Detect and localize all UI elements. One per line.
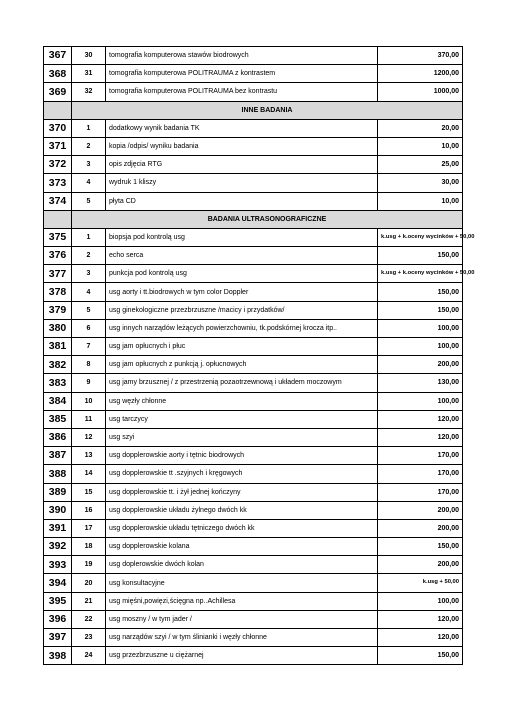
section-header-row (44, 210, 463, 228)
service-name: usg doplerowskie dwóch kolan (106, 556, 378, 574)
row-number: 385 (44, 410, 72, 428)
service-name: wydruk 1 kliszy (106, 174, 378, 192)
service-price: 1000,00 (378, 83, 463, 101)
row-number: 390 (44, 501, 72, 519)
table-row (44, 647, 463, 665)
item-number: 14 (72, 465, 106, 483)
table-row (44, 174, 463, 192)
section-header-spacer (44, 210, 72, 228)
service-name: usg konsultacyjne (106, 574, 378, 592)
table-row (44, 356, 463, 374)
table-row (44, 410, 463, 428)
row-number: 389 (44, 483, 72, 501)
service-name: usg szyi (106, 428, 378, 446)
service-price: 150,00 (378, 538, 463, 556)
service-name: kopia /odpis/ wyniku badania (106, 137, 378, 155)
table-row (44, 247, 463, 265)
service-price: 100,00 (378, 592, 463, 610)
item-number: 24 (72, 647, 106, 665)
row-number: 371 (44, 137, 72, 155)
row-number: 387 (44, 447, 72, 465)
item-number: 17 (72, 519, 106, 537)
service-price: 130,00 (378, 374, 463, 392)
service-price: k.usg + k.oceny wycinków + 50,00 (378, 265, 463, 283)
item-number: 32 (72, 83, 106, 101)
item-number: 6 (72, 319, 106, 337)
table-row (44, 83, 463, 101)
table-row (44, 301, 463, 319)
item-number: 11 (72, 410, 106, 428)
service-price: 120,00 (378, 428, 463, 446)
table-row (44, 137, 463, 155)
service-price: 200,00 (378, 501, 463, 519)
row-number: 388 (44, 465, 72, 483)
service-name: tomografia komputerowa stawów biodrowych (106, 47, 378, 65)
table-row (44, 592, 463, 610)
table-row (44, 501, 463, 519)
item-number: 19 (72, 556, 106, 574)
service-name: usg narządów szyi / w tym ślinianki i węzły chłonne (106, 629, 378, 647)
item-number: 18 (72, 538, 106, 556)
section-header-row (44, 101, 463, 119)
section-header-spacer (44, 101, 72, 119)
item-number: 4 (72, 283, 106, 301)
item-number: 31 (72, 65, 106, 83)
item-number: 3 (72, 265, 106, 283)
table-row (44, 192, 463, 210)
service-price: 170,00 (378, 483, 463, 501)
service-name: usg węzły chłonne (106, 392, 378, 410)
service-price: 10,00 (378, 192, 463, 210)
service-price: 100,00 (378, 392, 463, 410)
row-number: 383 (44, 374, 72, 392)
service-name: biopsja pod kontrolą usg (106, 228, 378, 246)
item-number: 8 (72, 356, 106, 374)
service-name: usg innych narządów leżących powierzchowniu, tk.podskórnej krocza itp.. (106, 319, 378, 337)
row-number: 375 (44, 228, 72, 246)
table-row (44, 374, 463, 392)
service-price: 170,00 (378, 465, 463, 483)
item-number: 4 (72, 174, 106, 192)
row-number: 394 (44, 574, 72, 592)
service-name: dodatkowy wynik badania TK (106, 119, 378, 137)
service-name: usg dopplerowskie układu żylnego dwóch kk (106, 501, 378, 519)
service-price: 100,00 (378, 338, 463, 356)
row-number: 380 (44, 319, 72, 337)
row-number: 377 (44, 265, 72, 283)
row-number: 391 (44, 519, 72, 537)
row-number: 368 (44, 65, 72, 83)
table-row (44, 519, 463, 537)
row-number: 373 (44, 174, 72, 192)
service-name: usg tarczycy (106, 410, 378, 428)
row-number: 392 (44, 538, 72, 556)
service-price: 25,00 (378, 156, 463, 174)
row-number: 370 (44, 119, 72, 137)
service-price: k.usg + k.oceny wycinków + 50,00 (378, 228, 463, 246)
row-number: 381 (44, 338, 72, 356)
service-price: 150,00 (378, 301, 463, 319)
price-table (43, 46, 475, 665)
table-row (44, 265, 463, 283)
service-name: usg ginekologiczne przezbrzuszne /macicy i przydatków/ (106, 301, 378, 319)
service-price: 120,00 (378, 410, 463, 428)
service-price: 100,00 (378, 319, 463, 337)
service-name: usg przezbrzuszne u ciężarnej (106, 647, 378, 665)
service-name: usg dopplerowskie aorty i tętnic biodrowych (106, 447, 378, 465)
row-number: 369 (44, 83, 72, 101)
service-name: punkcja pod kontrolą usg (106, 265, 378, 283)
item-number: 9 (72, 374, 106, 392)
table-row (44, 338, 463, 356)
service-price: 1200,00 (378, 65, 463, 83)
service-name: usg mięśni,powięzi,ścięgna np..Achillesa (106, 592, 378, 610)
service-price: 200,00 (378, 556, 463, 574)
item-number: 5 (72, 301, 106, 319)
table-row (44, 156, 463, 174)
service-price: 150,00 (378, 247, 463, 265)
service-price: 150,00 (378, 647, 463, 665)
service-name: usg moszny / w tym jader / (106, 610, 378, 628)
section-heading: INNE BADANIA (72, 101, 463, 119)
row-number: 376 (44, 247, 72, 265)
row-number: 393 (44, 556, 72, 574)
table-row (44, 65, 463, 83)
item-number: 13 (72, 447, 106, 465)
item-number: 23 (72, 629, 106, 647)
item-number: 2 (72, 137, 106, 155)
item-number: 15 (72, 483, 106, 501)
price-table-body (44, 47, 475, 665)
service-price: 200,00 (378, 356, 463, 374)
item-number: 22 (72, 610, 106, 628)
service-price: 200,00 (378, 519, 463, 537)
row-number: 397 (44, 629, 72, 647)
table-row (44, 319, 463, 337)
table-row (44, 483, 463, 501)
service-price: 370,00 (378, 47, 463, 65)
table-row (44, 447, 463, 465)
table-row (44, 465, 463, 483)
item-number: 20 (72, 574, 106, 592)
table-row (44, 47, 463, 65)
item-number: 1 (72, 119, 106, 137)
service-name: usg dopplerowskie kolana (106, 538, 378, 556)
service-name: usg jamy brzusznej / z przestrzenią pozaotrzewnową i układem moczowym (106, 374, 378, 392)
service-price: 120,00 (378, 610, 463, 628)
service-price: 30,00 (378, 174, 463, 192)
item-number: 2 (72, 247, 106, 265)
item-number: 12 (72, 428, 106, 446)
row-number: 396 (44, 610, 72, 628)
item-number: 16 (72, 501, 106, 519)
service-name: płyta CD (106, 192, 378, 210)
service-name: usg aorty i tt.biodrowych w tym color Doppler (106, 283, 378, 301)
table-row (44, 428, 463, 446)
row-number: 367 (44, 47, 72, 65)
item-number: 5 (72, 192, 106, 210)
service-name: usg dopplerowskie układu tętniczego dwóch kk (106, 519, 378, 537)
service-name: opis zdjęcia RTG (106, 156, 378, 174)
row-number: 395 (44, 592, 72, 610)
table-row (44, 610, 463, 628)
table-row (44, 629, 463, 647)
table-row (44, 228, 463, 246)
service-price: 10,00 (378, 137, 463, 155)
table-row (44, 556, 463, 574)
service-price: k.usg + 50,00 (378, 574, 463, 592)
item-number: 30 (72, 47, 106, 65)
item-number: 1 (72, 228, 106, 246)
service-name: usg jam opłucnych i płuc (106, 338, 378, 356)
row-number: 384 (44, 392, 72, 410)
item-number: 3 (72, 156, 106, 174)
section-heading: BADANIA ULTRASONOGRAFICZNE (72, 210, 463, 228)
service-price: 120,00 (378, 629, 463, 647)
service-name: usg dopplerowskie tt. i żył jednej kończyny (106, 483, 378, 501)
service-name: usg dopplerowskie tt .szyjnych i kręgowych (106, 465, 378, 483)
table-row (44, 119, 463, 137)
service-name: echo serca (106, 247, 378, 265)
row-number: 382 (44, 356, 72, 374)
row-number: 378 (44, 283, 72, 301)
row-number: 374 (44, 192, 72, 210)
service-name: tomografia komputerowa POLITRAUMA bez kontrastu (106, 83, 378, 101)
item-number: 21 (72, 592, 106, 610)
table-row (44, 283, 463, 301)
service-name: tomografia komputerowa POLITRAUMA z kontrastem (106, 65, 378, 83)
row-number: 398 (44, 647, 72, 665)
service-name: usg jam opłucnych z punkcją j. opłucnowych (106, 356, 378, 374)
service-price: 150,00 (378, 283, 463, 301)
service-price: 170,00 (378, 447, 463, 465)
table-row (44, 574, 463, 592)
table-row (44, 538, 463, 556)
table-row (44, 392, 463, 410)
item-number: 7 (72, 338, 106, 356)
row-number: 386 (44, 428, 72, 446)
item-number: 10 (72, 392, 106, 410)
row-number: 379 (44, 301, 72, 319)
row-number: 372 (44, 156, 72, 174)
service-price: 20,00 (378, 119, 463, 137)
